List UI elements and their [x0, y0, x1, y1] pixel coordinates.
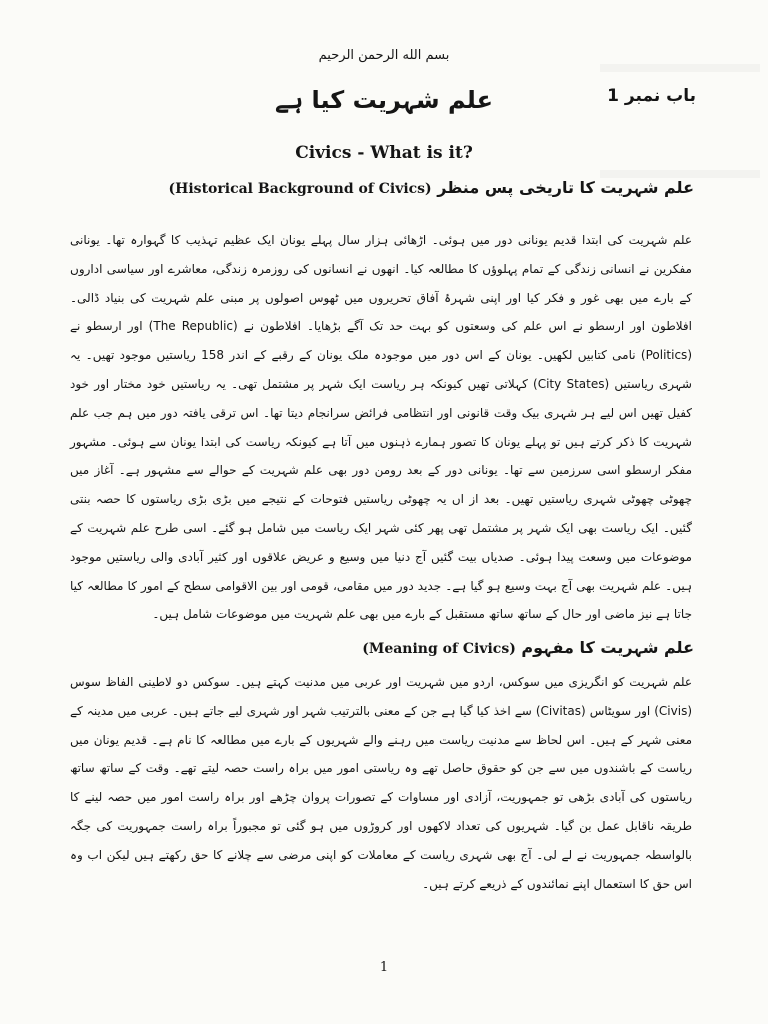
bleed-through-mark: [600, 170, 760, 178]
page-title-urdu: علم شہریت کیا ہے: [275, 86, 493, 114]
paragraph-history: علم شہریت کی ابتدا قدیم یونانی دور میں ہوئی۔ اڑھائی ہزار سال پہلے یونان ایک عظیم تہذیب کا گہوارہ تھا۔ یونانی مفکرین نے انسانی زندگی کے تمام پہلوؤں کا مطالعہ کیا۔ انھوں نے انسانوں کی روزمرہ زندگی، معاشرے اور سیاسی اداروں کے بارے میں بھی غور و فکر کیا اور اپنی شہرۂ آفاق تحریروں میں ٹھوس اصولوں پر مبنی علم شہریت کی بنیاد ڈالی۔ افلاطون اور ارسطو نے اس علم کی وسعتوں کو بہت حد تک آگے بڑھایا۔ افلاطون نے (The Republic) اور ارسطو نے (Politics) نامی کتابیں لکھیں۔ یونان کے اس دور میں موجودہ ملک یونان کے رقبے کے اندر 158 ریاستیں موجود تھیں۔ یہ شہری ریاستیں (City States) کہلاتی تھیں کیونکہ ہر ریاست ایک شہر پر مشتمل تھی۔ یہ ریاستیں خود مختار اور خود کفیل تھیں اس لیے ہر شہری بیک وقت قانونی اور انتظامی فرائض سرانجام دیتا تھا۔ اس ترقی یافتہ دور میں ہم جب علم شہریت کا ذکر کرتے ہیں تو پہلے یونان کا تصور ہمارے ذہنوں میں آتا ہے کیونکہ ریاست کی ابتدا یونان سے ہوئی۔ مشہور مفکر ارسطو اسی سرزمین سے تھا۔ یونانی دور کے بعد رومن دور بھی علم شہریت کے حوالے سے مشہور ہے۔ آغاز میں چھوٹی چھوٹی شہری ریاستیں تھیں۔ بعد از اں یہ چھوٹی ریاستیں فتوحات کے نتیجے میں بڑی بڑی ریاستوں کا حصہ بنتی گئیں۔ ایک ریاست بھی ایک شہر پر مشتمل تھی پھر کئی شہر ایک ریاست میں شامل ہو گئے۔ اسی طرح علم شہریت کے موضوعات میں وسعت پیدا ہوئی۔ صدیاں بیت گئیں آج دنیا میں وسیع و عریض علاقوں اور کثیر آبادی والی ریاستیں موجود ہیں۔ علم شہریت بھی آج بہت وسیع ہو گیا ہے۔ جدید دور میں مقامی، قومی اور بین الاقوامی سطح کے امور کا مطالعہ کیا جاتا ہے نیز ماضی اور حال کے ساتھ ساتھ مستقبل کے بارے میں بھی علم شہریت میں موضوعات شامل ہیں۔: [70, 233, 692, 622]
bleed-through-mark: [600, 64, 760, 72]
section-heading-english: (Meaning of Civics): [362, 641, 516, 657]
paragraph-meaning: علم شہریت کو انگریزی میں سوکس، اردو میں شہریت اور عربی میں مدنیت کہتے ہیں۔ سوکس دو لاطینی الفاظ سوس (Civis) اور سویٹاس (Civitas) سے اخذ کیا گیا ہے جن کے معنی بالترتیب شہر اور شہری لیے جاتے ہیں۔ عربی میں مدینہ کے معنی شہر کے ہیں۔ اس لحاظ سے مدنیت ریاست میں رہنے والے شہریوں کے بارے میں مطالعہ کا نام ہے۔ قدیم یونان میں ریاست کے باشندوں میں سے جن کو حقوق حاصل تھے وہ ریاستی امور میں براہ راست حصہ لیتے تھے۔ وقت کے ساتھ ساتھ ریاستوں کی آبادی بڑھی تو جمہوریت، آزادی اور مساوات کے تصورات پروان چڑھے اور براہ راست امور میں حصہ لینے کا طریقہ ناقابل عمل بن گیا۔ شہریوں کی تعداد لاکھوں اور کروڑوں میں ہو گئی تو مجبوراً براہ راست جمہوریت کی جگہ بالواسطہ جمہوریت نے لے لی۔ آج بھی شہری ریاست کے معاملات کو اپنی مرضی سے چلانے کا حق رکھتے ہیں لیکن اب وہ اس حق کا استعمال اپنے نمائندوں کے ذریعے کرتے ہیں۔: [70, 675, 693, 891]
section-heading-english: (Historical Background of Civics): [168, 181, 432, 197]
section-heading-urdu: علم شہریت کا مفہوم: [521, 638, 694, 657]
section-heading-urdu: علم شہریت کا تاریخی پس منظر: [437, 178, 694, 197]
page-title-english: Civics - What is it?: [295, 143, 473, 163]
page-number: 1: [379, 960, 389, 975]
chapter-label: باب نمبر 1: [607, 86, 696, 106]
section-heading-history: [169, 178, 694, 197]
bismillah: بسم الله الرحمن الرحیم: [318, 48, 450, 63]
section-heading-meaning: [362, 638, 694, 657]
